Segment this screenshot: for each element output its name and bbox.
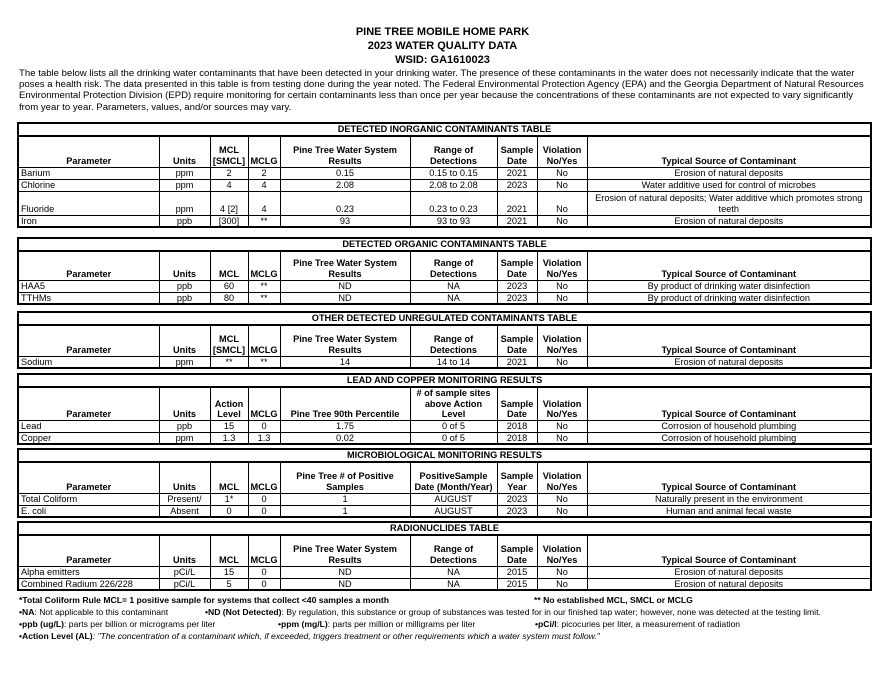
column-header-units: Units bbox=[159, 325, 210, 356]
cell-violation: No bbox=[537, 505, 587, 517]
cell-source: Erosion of natural deposits bbox=[587, 167, 871, 179]
cell-range: 14 to 14 bbox=[410, 356, 497, 368]
action-level-text: : "The concentration of a contaminant which, if exceeded, triggers treatment or other requirements which a water system must follow." bbox=[92, 631, 600, 641]
column-header-mclg: MCLG bbox=[248, 387, 280, 420]
column-header-range: # of sample sites above Action Level bbox=[410, 387, 497, 420]
cell-results: 1.75 bbox=[280, 420, 410, 432]
table-unregulated bbox=[17, 311, 872, 369]
column-header-mclg: MCLG bbox=[248, 136, 280, 167]
column-header-date: Sample Date bbox=[497, 136, 537, 167]
cell-mclg: ** bbox=[248, 215, 280, 227]
column-header-mcl: MCL [SMCL] bbox=[210, 136, 248, 167]
table-row bbox=[18, 420, 871, 432]
cell-parameter: TTHMs bbox=[18, 292, 159, 304]
column-header-units: Units bbox=[159, 387, 210, 420]
cell-date: 2023 bbox=[497, 505, 537, 517]
cell-units: Absent bbox=[159, 505, 210, 517]
cell-range: AUGUST bbox=[410, 493, 497, 505]
no-mcl-note: ** No established MCL, SMCL or MCLG bbox=[534, 595, 693, 605]
column-header-date: Sample Date bbox=[497, 251, 537, 280]
cell-date: 2021 bbox=[497, 167, 537, 179]
column-header-date: Sample Date bbox=[497, 387, 537, 420]
cell-units: ppm bbox=[159, 167, 210, 179]
column-header-range: Range of Detections bbox=[410, 535, 497, 566]
cell-date: 2015 bbox=[497, 578, 537, 590]
cell-range: 0.15 to 0.15 bbox=[410, 167, 497, 179]
column-header-mclg: MCLG bbox=[248, 462, 280, 493]
table-microbiological bbox=[17, 448, 872, 518]
cell-range: NA bbox=[410, 566, 497, 578]
cell-date: 2023 bbox=[497, 179, 537, 191]
table-title: MICROBIOLOGICAL MONITORING RESULTS bbox=[18, 449, 871, 462]
column-header-units: Units bbox=[159, 462, 210, 493]
cell-date: 2015 bbox=[497, 566, 537, 578]
cell-mcl: 15 bbox=[210, 420, 248, 432]
cell-date: 2021 bbox=[497, 191, 537, 215]
cell-parameter: Sodium bbox=[18, 356, 159, 368]
column-header-source: Typical Source of Contaminant bbox=[587, 136, 871, 167]
cell-source: Water additive used for control of microbes bbox=[587, 179, 871, 191]
cell-results: 0.02 bbox=[280, 432, 410, 444]
cell-units: pCi/L bbox=[159, 578, 210, 590]
column-header-source: Typical Source of Contaminant bbox=[587, 251, 871, 280]
column-header-parameter: Parameter bbox=[18, 325, 159, 356]
cell-source: Erosion of natural deposits bbox=[587, 356, 871, 368]
cell-parameter: Lead bbox=[18, 420, 159, 432]
cell-mclg: 4 bbox=[248, 179, 280, 191]
cell-range: NA bbox=[410, 578, 497, 590]
cell-mclg: 2 bbox=[248, 167, 280, 179]
column-header-violation: Violation No/Yes bbox=[537, 325, 587, 356]
cell-violation: No bbox=[537, 191, 587, 215]
table-lead-copper bbox=[17, 373, 872, 445]
cell-date: 2023 bbox=[497, 280, 537, 292]
cell-mcl: 15 bbox=[210, 566, 248, 578]
column-header-source: Typical Source of Contaminant bbox=[587, 325, 871, 356]
cell-mcl: 2 bbox=[210, 167, 248, 179]
cell-mclg: ** bbox=[248, 280, 280, 292]
cell-units: Present/ bbox=[159, 493, 210, 505]
cell-violation: No bbox=[537, 356, 587, 368]
column-header-date: Sample Date bbox=[497, 535, 537, 566]
column-header-parameter: Parameter bbox=[18, 535, 159, 566]
cell-source: Erosion of natural deposits; Water additive which promotes strong teeth bbox=[587, 191, 871, 215]
nd-text: : By regulation, this substance or group of substances was tested for in our finished tap water; however, none was detected at the testing limit. bbox=[281, 607, 821, 617]
cell-parameter: Combined Radium 226/228 bbox=[18, 578, 159, 590]
column-header-violation: Violation No/Yes bbox=[537, 136, 587, 167]
cell-range: NA bbox=[410, 292, 497, 304]
cell-violation: No bbox=[537, 215, 587, 227]
table-row bbox=[18, 215, 871, 227]
header-row bbox=[18, 251, 871, 280]
nd-label: •ND (Not Detected) bbox=[205, 607, 282, 617]
cell-parameter: Iron bbox=[18, 215, 159, 227]
column-header-parameter: Parameter bbox=[18, 387, 159, 420]
column-header-results: Pine Tree Water System Results bbox=[280, 136, 410, 167]
column-header-range: Range of Detections bbox=[410, 251, 497, 280]
cell-results: 1 bbox=[280, 493, 410, 505]
na-label: •NA bbox=[19, 607, 35, 617]
report-title: PINE TREE MOBILE HOME PARK bbox=[355, 26, 530, 38]
cell-results: 14 bbox=[280, 356, 410, 368]
cell-mclg: ** bbox=[248, 356, 280, 368]
header-row bbox=[18, 535, 871, 566]
pci-label: •pCi/l bbox=[535, 619, 557, 629]
cell-units: ppm bbox=[159, 191, 210, 215]
cell-range: AUGUST bbox=[410, 505, 497, 517]
cell-parameter: Total Coliform bbox=[18, 493, 159, 505]
pci-text: : picocuries per liter, a measurement of radiation bbox=[556, 619, 741, 629]
table-organic bbox=[17, 237, 872, 305]
cell-parameter: Chlorine bbox=[18, 179, 159, 191]
footnote-row-2 bbox=[19, 607, 879, 617]
table-row bbox=[18, 356, 871, 368]
table-row bbox=[18, 280, 871, 292]
cell-mclg: 0 bbox=[248, 420, 280, 432]
cell-source: Erosion of natural deposits bbox=[587, 215, 871, 227]
column-header-mclg: MCLG bbox=[248, 325, 280, 356]
footnote-row-4 bbox=[19, 631, 879, 641]
water-system-id: WSID: GA1610023 bbox=[395, 54, 490, 66]
header-row bbox=[18, 325, 871, 356]
cell-mcl: 4 bbox=[210, 179, 248, 191]
cell-violation: No bbox=[537, 167, 587, 179]
cell-mclg: 1.3 bbox=[248, 432, 280, 444]
cell-range: 0 of 5 bbox=[410, 432, 497, 444]
na-text: : Not applicable to this contaminant bbox=[34, 607, 169, 617]
column-header-source: Typical Source of Contaminant bbox=[587, 535, 871, 566]
cell-range: 2.08 to 2.08 bbox=[410, 179, 497, 191]
column-header-date: Sample Date bbox=[497, 325, 537, 356]
cell-source: Erosion of natural deposits bbox=[587, 566, 871, 578]
table-title: DETECTED INORGANIC CONTAMINANTS TABLE bbox=[18, 123, 871, 136]
cell-mclg: 0 bbox=[248, 578, 280, 590]
column-header-range: PositiveSample Date (Month/Year) bbox=[410, 462, 497, 493]
cell-units: ppm bbox=[159, 179, 210, 191]
cell-mclg: 4 bbox=[248, 191, 280, 215]
column-header-source: Typical Source of Contaminant bbox=[587, 387, 871, 420]
cell-parameter: E. coli bbox=[18, 505, 159, 517]
cell-parameter: HAA5 bbox=[18, 280, 159, 292]
cell-mclg: 0 bbox=[248, 566, 280, 578]
cell-results: 0.23 bbox=[280, 191, 410, 215]
cell-mclg: 0 bbox=[248, 505, 280, 517]
cell-mcl: 4 [2] bbox=[210, 191, 248, 215]
cell-mcl: ** bbox=[210, 356, 248, 368]
footnote-row-3 bbox=[19, 619, 879, 629]
cell-source: Corrosion of household plumbing bbox=[587, 420, 871, 432]
ppb-label: •ppb (ug/L) bbox=[19, 619, 65, 629]
cell-violation: No bbox=[537, 566, 587, 578]
cell-units: ppb bbox=[159, 420, 210, 432]
table-title: RADIONUCLIDES TABLE bbox=[18, 522, 871, 535]
column-header-violation: Violation No/Yes bbox=[537, 462, 587, 493]
cell-range: NA bbox=[410, 280, 497, 292]
column-header-violation: Violation No/Yes bbox=[537, 387, 587, 420]
cell-mcl: 5 bbox=[210, 578, 248, 590]
cell-mcl: 1.3 bbox=[210, 432, 248, 444]
cell-parameter: Alpha emitters bbox=[18, 566, 159, 578]
column-header-units: Units bbox=[159, 535, 210, 566]
column-header-range: Range of Detections bbox=[410, 136, 497, 167]
column-header-units: Units bbox=[159, 251, 210, 280]
table-row bbox=[18, 505, 871, 517]
cell-results: ND bbox=[280, 280, 410, 292]
cell-results: 1 bbox=[280, 505, 410, 517]
table-inorganic bbox=[17, 122, 872, 228]
action-level-label: •Action Level (AL) bbox=[19, 631, 93, 641]
column-header-results: Pine Tree Water System Results bbox=[280, 251, 410, 280]
cell-parameter: Copper bbox=[18, 432, 159, 444]
cell-parameter: Barium bbox=[18, 167, 159, 179]
cell-results: ND bbox=[280, 292, 410, 304]
cell-mclg: ** bbox=[248, 292, 280, 304]
cell-units: ppb bbox=[159, 280, 210, 292]
column-header-results: Pine Tree 90th Percentile bbox=[280, 387, 410, 420]
cell-violation: No bbox=[537, 292, 587, 304]
cell-mcl: 60 bbox=[210, 280, 248, 292]
cell-range: 93 to 93 bbox=[410, 215, 497, 227]
cell-mcl: [300] bbox=[210, 215, 248, 227]
cell-source: Corrosion of household plumbing bbox=[587, 432, 871, 444]
cell-units: pCi/L bbox=[159, 566, 210, 578]
column-header-results: Pine Tree # of Positive Samples bbox=[280, 462, 410, 493]
cell-source: Naturally present in the environment bbox=[587, 493, 871, 505]
cell-date: 2023 bbox=[497, 292, 537, 304]
table-row bbox=[18, 578, 871, 590]
column-header-mcl: MCL [SMCL] bbox=[210, 325, 248, 356]
footnote-row-1 bbox=[19, 595, 879, 605]
column-header-range: Range of Detections bbox=[410, 325, 497, 356]
cell-violation: No bbox=[537, 578, 587, 590]
cell-range: 0 of 5 bbox=[410, 420, 497, 432]
table-row bbox=[18, 432, 871, 444]
cell-date: 2018 bbox=[497, 420, 537, 432]
header-row bbox=[18, 387, 871, 420]
intro-paragraph: The table below lists all the drinking water contaminants that have been detected in your drinking water. The presence of these contaminants in the water does not necessarily indicate that the water poses a health risk. The data presented in this table is from testing done during the year noted. The Federal Environmental Protection Agency (EPA) and the Georgia Department of Natural Resources Environmental Protection Division (EPD) require monitoring for certain contaminants less than once per year because the concentrations of these contaminants are not expected to vary significantly from year to year. Parameters, values, and/or sources may vary. bbox=[19, 68, 864, 113]
column-header-parameter: Parameter bbox=[18, 462, 159, 493]
cell-date: 2021 bbox=[497, 356, 537, 368]
cell-violation: No bbox=[537, 420, 587, 432]
column-header-mcl: MCL bbox=[210, 462, 248, 493]
table-title: DETECTED ORGANIC CONTAMINANTS TABLE bbox=[18, 238, 871, 251]
column-header-units: Units bbox=[159, 136, 210, 167]
table-title: LEAD AND COPPER MONITORING RESULTS bbox=[18, 374, 871, 387]
cell-violation: No bbox=[537, 493, 587, 505]
cell-violation: No bbox=[537, 432, 587, 444]
table-radionuclides bbox=[17, 521, 872, 591]
cell-mcl: 80 bbox=[210, 292, 248, 304]
cell-results: ND bbox=[280, 578, 410, 590]
cell-source: Human and animal fecal waste bbox=[587, 505, 871, 517]
ppb-text: : parts per billion or micrograms per liter bbox=[64, 619, 216, 629]
table-row bbox=[18, 191, 871, 215]
column-header-source: Typical Source of Contaminant bbox=[587, 462, 871, 493]
cell-date: 2023 bbox=[497, 493, 537, 505]
ppm-label: •ppm (mg/L) bbox=[278, 619, 328, 629]
cell-results: 2.08 bbox=[280, 179, 410, 191]
column-header-mclg: MCLG bbox=[248, 251, 280, 280]
table-row bbox=[18, 292, 871, 304]
cell-range: 0.23 to 0.23 bbox=[410, 191, 497, 215]
cell-results: 0.15 bbox=[280, 167, 410, 179]
column-header-violation: Violation No/Yes bbox=[537, 535, 587, 566]
cell-violation: No bbox=[537, 179, 587, 191]
cell-units: ppb bbox=[159, 215, 210, 227]
table-row bbox=[18, 493, 871, 505]
column-header-mcl: MCL bbox=[210, 251, 248, 280]
header-row bbox=[18, 462, 871, 493]
cell-mclg: 0 bbox=[248, 493, 280, 505]
column-header-mcl: Action Level bbox=[210, 387, 248, 420]
table-row bbox=[18, 566, 871, 578]
cell-units: ppm bbox=[159, 432, 210, 444]
table-row bbox=[18, 167, 871, 179]
cell-results: 93 bbox=[280, 215, 410, 227]
header-row bbox=[18, 136, 871, 167]
cell-violation: No bbox=[537, 280, 587, 292]
cell-units: ppb bbox=[159, 292, 210, 304]
ppm-text: : parts per million or milligrams per liter bbox=[327, 619, 476, 629]
column-header-parameter: Parameter bbox=[18, 136, 159, 167]
cell-date: 2021 bbox=[497, 215, 537, 227]
column-header-mcl: MCL bbox=[210, 535, 248, 566]
cell-mcl: 0 bbox=[210, 505, 248, 517]
cell-units: ppm bbox=[159, 356, 210, 368]
cell-results: ND bbox=[280, 566, 410, 578]
cell-parameter: Fluoride bbox=[18, 191, 159, 215]
cell-date: 2018 bbox=[497, 432, 537, 444]
column-header-parameter: Parameter bbox=[18, 251, 159, 280]
cell-source: By product of drinking water disinfection bbox=[587, 292, 871, 304]
cell-mcl: 1* bbox=[210, 493, 248, 505]
column-header-date: Sample Year bbox=[497, 462, 537, 493]
column-header-mclg: MCLG bbox=[248, 535, 280, 566]
cell-source: Erosion of natural deposits bbox=[587, 578, 871, 590]
column-header-violation: Violation No/Yes bbox=[537, 251, 587, 280]
cell-source: By product of drinking water disinfection bbox=[587, 280, 871, 292]
report-subtitle: 2023 WATER QUALITY DATA bbox=[367, 40, 518, 52]
column-header-results: Pine Tree Water System Results bbox=[280, 325, 410, 356]
column-header-results: Pine Tree Water System Results bbox=[280, 535, 410, 566]
table-row bbox=[18, 179, 871, 191]
coliform-rule-note: *Total Coliform Rule MCL= 1 positive sample for systems that collect <40 samples a month bbox=[19, 595, 389, 605]
table-title: OTHER DETECTED UNREGULATED CONTAMINANTS TABLE bbox=[18, 312, 871, 325]
